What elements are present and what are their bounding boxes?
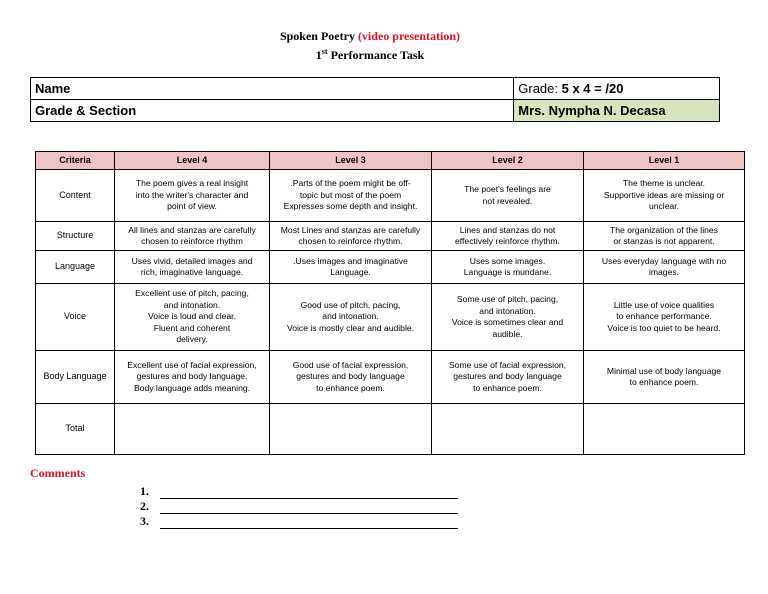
cell-body-language-level-3: Good use of facial expression, gestures and body language to enhance poem. [270, 351, 432, 404]
cell-language-level-4: Uses vivid, detailed images and rich, imaginative language. [115, 251, 270, 284]
total-level-3[interactable] [270, 404, 432, 455]
comment-line-3[interactable] [140, 514, 458, 529]
header-level-4: Level 4 [115, 152, 270, 170]
cell-structure-level-2: Lines and stanzas do not effectively reinforce rhythm. [432, 222, 584, 251]
cell-language-level-2: Uses some images. Language is mundane. [432, 251, 584, 284]
comments-heading: Comments [30, 466, 86, 480]
cell-content-level-2: The poet's feelings are not revealed. [432, 170, 584, 222]
criteria-body-language: Body Language [36, 351, 115, 404]
cell-body-language-level-2: Some use of facial expression, gestures and body language to enhance poem. [432, 351, 584, 404]
cell-voice-level-3: Good use of pitch, pacing, and intonation. Voice is mostly clear and audible. [270, 284, 432, 351]
comment-number-3: 3. [140, 514, 149, 528]
criteria-structure: Structure [36, 222, 115, 251]
comments-lines [140, 484, 458, 529]
cell-content-level-4: The poem gives a real insight into the writer's character and point of view. [115, 170, 270, 222]
header-level-1: Level 1 [584, 152, 745, 170]
info-row-section [31, 100, 720, 122]
task-label: Performance Task [330, 48, 425, 62]
cell-voice-level-1: Little use of voice qualities to enhance performance. Voice is too quiet to be heard. [584, 284, 745, 351]
cell-structure-level-3: Most Lines and stanzas are carefully chosen to reinforce rhythm. [270, 222, 432, 251]
title-line-1 [0, 28, 740, 44]
student-info-table [30, 77, 720, 122]
cell-content-level-3: .Parts of the poem might be off- topic but most of the poem Expresses some depth and insight. [270, 170, 432, 222]
comment-number-1: 1. [140, 484, 149, 498]
grade-value: 5 x 4 = /20 [561, 81, 624, 96]
grade-field [514, 78, 720, 100]
comment-blank-1[interactable] [160, 488, 458, 499]
comment-number-2: 2. [140, 499, 149, 513]
comment-line-1[interactable] [140, 484, 458, 499]
comment-blank-2[interactable] [160, 503, 458, 514]
document-title [0, 28, 740, 63]
info-row-name [31, 78, 720, 100]
criteria-voice: Voice [36, 284, 115, 351]
cell-language-level-3: .Uses images and imaginative Language. [270, 251, 432, 284]
grade-label: Grade: [518, 81, 558, 96]
cell-structure-level-4: All lines and stanzas are carefully chosen to reinforce rhythm [115, 222, 270, 251]
task-number: 1 [315, 48, 322, 62]
cell-body-language-level-4: Excellent use of facial expression, gestures and body language. Body language adds meaning. [115, 351, 270, 404]
header-criteria: Criteria [36, 152, 115, 170]
header-level-2: Level 2 [432, 152, 584, 170]
rubric-row-total [36, 404, 745, 455]
section-label: Grade & Section [35, 103, 137, 118]
rubric-table [35, 151, 745, 455]
teacher-name: Mrs. Nympha N. Decasa [514, 100, 720, 122]
cell-voice-level-2: Some use of pitch, pacing, and intonation. Voice is sometimes clear and audible. [432, 284, 584, 351]
title-main: Spoken Poetry [279, 29, 355, 43]
section-field[interactable] [31, 100, 514, 122]
name-label: Name [35, 81, 71, 96]
header-level-3: Level 3 [270, 152, 432, 170]
cell-content-level-1: The theme is unclear. Supportive ideas are missing or unclear. [584, 170, 745, 222]
rubric-row-language [36, 251, 745, 284]
title-red-note: (video presentation) [357, 29, 461, 43]
rubric-row-body-language [36, 351, 745, 404]
total-level-4[interactable] [115, 404, 270, 455]
comment-blank-3[interactable] [160, 518, 458, 529]
criteria-content: Content [36, 170, 115, 222]
rubric-header-row [36, 152, 745, 170]
total-level-2[interactable] [432, 404, 584, 455]
name-field[interactable] [31, 78, 514, 100]
title-line-2 [0, 44, 740, 63]
rubric-row-structure [36, 222, 745, 251]
cell-body-language-level-1: Minimal use of body language to enhance poem. [584, 351, 745, 404]
cell-language-level-1: Uses everyday language with no images. [584, 251, 745, 284]
total-level-1[interactable] [584, 404, 745, 455]
task-number-suffix: st [321, 47, 328, 56]
criteria-language: Language [36, 251, 115, 284]
rubric-row-voice [36, 284, 745, 351]
cell-voice-level-4: Excellent use of pitch, pacing, and intonation. Voice is loud and clear. Fluent and coherent delivery. [115, 284, 270, 351]
rubric-row-content [36, 170, 745, 222]
criteria-total: Total [36, 404, 115, 455]
comment-line-2[interactable] [140, 499, 458, 514]
cell-structure-level-1: The organization of the lines or stanzas is not apparent. [584, 222, 745, 251]
